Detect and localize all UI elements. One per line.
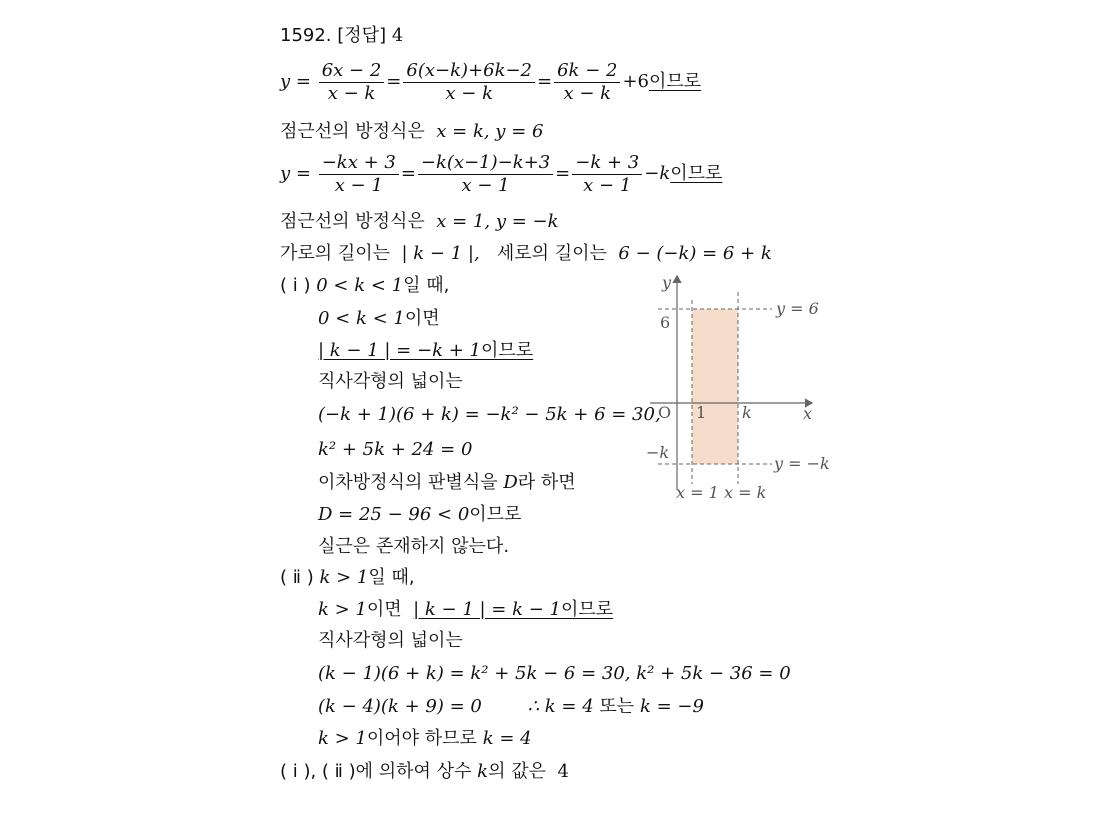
case-1-line-2: | k − 1 | = −k + 1이므로 <box>318 340 534 361</box>
side-lengths: 가로의 길이는 | k − 1 |, 세로의 길이는 6 − (−k) = 6 + k <box>280 243 772 264</box>
case-1-line-4: (−k + 1)(6 + k) = −k² − 5k + 6 = 30, <box>318 404 661 425</box>
y-axis-label: y <box>662 273 672 292</box>
x-tick-k: k <box>742 403 752 422</box>
case-2-line-4: (k − 4)(k + 9) = 0 ∴ k = 4 또는 k = −9 <box>318 696 704 717</box>
x-tick-1: 1 <box>696 403 707 422</box>
label-xk: x = k <box>724 483 767 500</box>
case-2-line-3: (k − 1)(6 + k) = k² + 5k − 6 = 30, k² + 5k − 36 = 0 <box>318 663 791 684</box>
conclusion: ( ⅰ ), ( ⅱ )에 의하여 상수 k의 값은 4 <box>280 761 569 782</box>
asymptote-line-2: 점근선의 방정식은 x = 1, y = −k <box>280 211 559 232</box>
fraction: $\frac{-kx + 3}{x - 1}$ <box>319 152 399 197</box>
case-1-line-5: k² + 5k + 24 = 0 <box>318 439 473 460</box>
graph-svg <box>640 270 840 500</box>
case-1-line-3: 직사각형의 넓이는 <box>318 371 463 392</box>
case-2-line-1: k > 1이면 | k − 1 | = k − 1이므로 <box>318 599 614 620</box>
case-1-heading: ( ⅰ ) 0 < k < 1일 때, <box>280 275 450 296</box>
asymptote-line-1: 점근선의 방정식은 x = k, y = 6 <box>280 121 544 142</box>
rectangle-region <box>692 309 738 464</box>
case-1-line-1: 0 < k < 1이면 <box>318 308 440 329</box>
case-2-line-2: 직사각형의 넓이는 <box>318 630 463 651</box>
solution-header: 1592. [정답] 4 <box>280 25 404 46</box>
fraction: $\frac{-k(x-1)-k+3}{x - 1}$ <box>418 152 553 197</box>
equation-1: y = $\frac{6x - 2}{x - k}$ = $\frac{6(x-k)+6k-2}{x - k}$ = $\frac{6k - 2}{x - k}$ +6 이므로 <box>280 59 702 104</box>
case-1-line-6: 이차방정식의 판별식을 D라 하면 <box>318 472 576 493</box>
label-y-neg-k: y = −k <box>774 454 830 473</box>
fraction: $\frac{-k + 3}{x - 1}$ <box>572 152 642 197</box>
y-tick-6: 6 <box>660 313 671 332</box>
fraction: $\frac{6k - 2}{x - k}$ <box>554 60 620 105</box>
case-2-heading: ( ⅱ ) k > 1일 때, <box>280 567 415 588</box>
label-y6: y = 6 <box>776 299 819 318</box>
fraction: $\frac{6x - 2}{x - k}$ <box>319 60 385 105</box>
case-1-line-8: 실근은 존재하지 않는다. <box>318 536 510 557</box>
x-axis-label: x <box>803 404 813 423</box>
asymptote-rectangle-graph <box>640 270 840 504</box>
fraction: $\frac{6(x-k)+6k-2}{x - k}$ <box>403 60 535 105</box>
case-2-line-5: k > 1이어야 하므로 k = 4 <box>318 728 532 749</box>
label-x1: x = 1 <box>676 483 719 500</box>
equation-2: y = $\frac{-kx + 3}{x - 1}$ = $\frac{-k(x-1)-k+3}{x - 1}$ = $\frac{-k + 3}{x - 1}$ −k 이므로 <box>280 151 723 196</box>
origin-label: O <box>658 403 672 422</box>
case-1-line-7: D = 25 − 96 < 0이므로 <box>318 504 522 525</box>
y-tick-neg-k: −k <box>646 443 670 462</box>
